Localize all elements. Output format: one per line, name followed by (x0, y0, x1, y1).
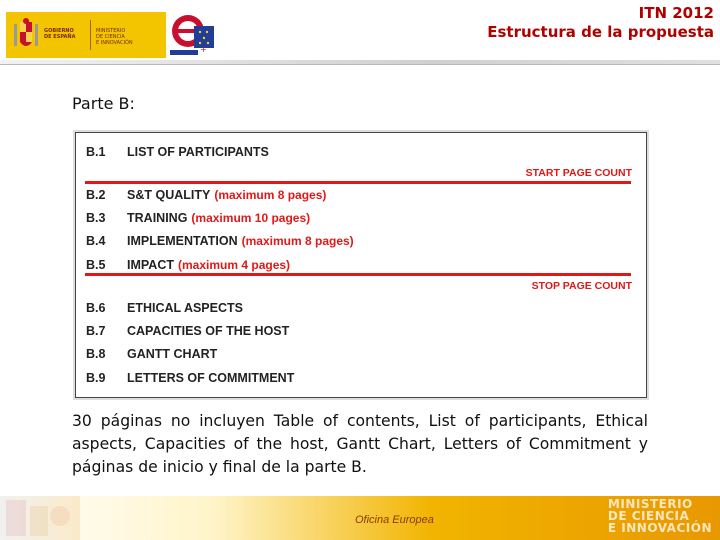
stop-page-count-label: STOP PAGE COUNT (531, 280, 632, 292)
stop-count-line (85, 273, 631, 276)
table-row (86, 210, 310, 226)
description-text: 30 páginas no incluyen Table of contents, List of participants, Ethical aspects, Capacities of the host, Gantt Chart, Letters of Commitment y páginas de inicio y final de la parte B. (72, 412, 648, 476)
header-divider-line (0, 64, 720, 65)
row-number: B.9 (86, 371, 106, 385)
row-number: B.1 (86, 145, 106, 159)
footer-label: Oficina Europea (355, 514, 434, 526)
table-row (86, 346, 217, 362)
row-label: CAPACITIES OF THE HOST (127, 324, 290, 338)
section-title: Parte B: (72, 94, 135, 113)
logo-divider (90, 20, 91, 50)
header-title-line1: ITN 2012 (638, 4, 714, 22)
row-page-limit: (maximum 8 pages) (214, 188, 327, 202)
row-label: S&T QUALITY (127, 188, 211, 202)
government-logo (6, 12, 166, 58)
table-row (86, 300, 243, 316)
spain-crest-icon (11, 18, 41, 52)
row-number: B.8 (86, 347, 106, 361)
row-number: B.7 (86, 324, 106, 338)
row-number: B.6 (86, 301, 106, 315)
row-number: B.2 (86, 188, 106, 202)
start-count-line (85, 181, 631, 184)
header-title (487, 4, 714, 42)
row-label: IMPLEMENTATION (127, 234, 238, 248)
row-label: LETTERS OF COMMITMENT (127, 371, 295, 385)
row-label: ETHICAL ASPECTS (127, 301, 243, 315)
part-b-structure-table (75, 132, 647, 398)
table-row (86, 323, 289, 339)
row-page-limit: (maximum 10 pages) (191, 211, 311, 225)
row-label: IMPACT (127, 258, 174, 272)
row-label: GANTT CHART (127, 347, 218, 361)
row-page-limit: (maximum 8 pages) (241, 234, 354, 248)
europa-plus-logo-icon (168, 12, 216, 56)
gov-logo-text: GOBIERNO DE ESPAÑA (44, 28, 76, 40)
row-number: B.5 (86, 258, 106, 272)
footer-ministry-text: MINISTERIO DE CIENCIA E INNOVACIÓN (607, 497, 712, 535)
row-label: LIST OF PARTICIPANTS (127, 145, 269, 159)
table-row (86, 233, 354, 249)
start-page-count-label: START PAGE COUNT (525, 167, 632, 179)
table-row (86, 144, 269, 160)
table-row (86, 187, 326, 203)
row-number: B.3 (86, 211, 106, 225)
footer-crest-icon (0, 496, 80, 540)
row-label: TRAINING (127, 211, 188, 225)
table-row (86, 370, 294, 386)
row-number: B.4 (86, 234, 106, 248)
ministry-logo-text: MINISTERIO DE CIENCIA E INNOVACIÓN (96, 28, 133, 46)
svg-text:+: + (200, 45, 207, 54)
header-title-line2: Estructura de la propuesta (487, 23, 714, 41)
row-page-limit: (maximum 4 pages) (178, 258, 291, 272)
table-row (86, 257, 290, 273)
